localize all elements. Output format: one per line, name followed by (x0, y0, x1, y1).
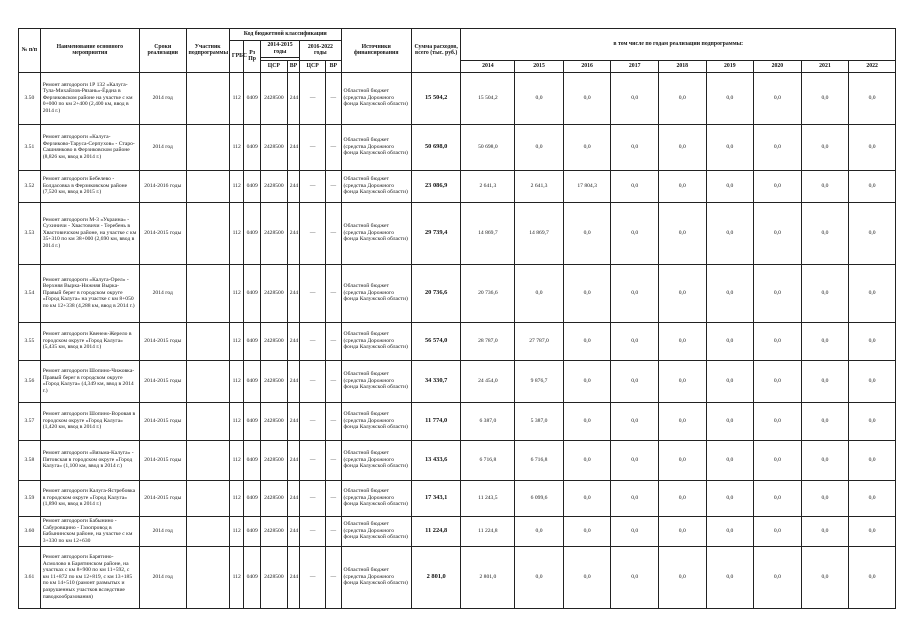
header-name: Наименование основного мероприятия (40, 29, 139, 73)
header-rzpr: Рз Пр (244, 41, 261, 73)
row-year-2022: 0,0 (849, 480, 896, 516)
row-number: 3.56 (19, 360, 41, 402)
table-row (19, 480, 896, 516)
row-number: 3.60 (19, 516, 41, 546)
budget-table-sheet (18, 28, 896, 609)
budget-table (18, 28, 896, 609)
row-number: 3.59 (19, 480, 41, 516)
row-year-2020: 0,0 (754, 402, 802, 440)
row-grbs: 112 (229, 516, 243, 546)
row-total: 23 086,9 (411, 170, 461, 202)
row-grbs: 112 (229, 360, 243, 402)
row-number: 3.55 (19, 322, 41, 360)
header-year-2021: 2021 (801, 60, 849, 72)
row-participant (186, 516, 229, 546)
row-period: 2014 год (139, 72, 186, 124)
row-grbs: 112 (229, 124, 243, 170)
row-year-2021: 0,0 (801, 480, 849, 516)
row-year-2019: 0,0 (706, 170, 754, 202)
row-vr: 244 (287, 202, 299, 264)
header-year-2014: 2014 (461, 60, 515, 72)
row-source: Областной бюджет (средства Дорожного фонда Калужской области) (341, 124, 411, 170)
row-total: 11 774,0 (411, 402, 461, 440)
row-year-2014: 11 243,5 (461, 480, 515, 516)
row-vr: 244 (287, 360, 299, 402)
row-name: Ремонт автодороги М-3 «Украина» - Сухиничи - Хвастовичи - Теребень в Хвастовичском районе, на участке с км 35+310 по км 38+000 (2,690 км, ввод в 2014 г.) (40, 202, 139, 264)
row-csr: 2428500 (260, 322, 287, 360)
row-grbs: 112 (229, 440, 243, 480)
row-csr: 2428500 (260, 440, 287, 480)
row-period: 2014-2015 годы (139, 360, 186, 402)
row-rzpr: 0409 (244, 516, 261, 546)
row-rzpr: 0409 (244, 546, 261, 608)
row-year-2017: 0,0 (611, 322, 659, 360)
row-vr: 244 (287, 402, 299, 440)
row-year-2019: 0,0 (706, 322, 754, 360)
row-year-2020: 0,0 (754, 72, 802, 124)
row-year-2017: 0,0 (611, 440, 659, 480)
row-number: 3.53 (19, 202, 41, 264)
row-year-2022: 0,0 (849, 264, 896, 322)
row-year-2017: 0,0 (611, 360, 659, 402)
row-year-2021: 0,0 (801, 360, 849, 402)
row-number: 3.51 (19, 124, 41, 170)
row-csr-2016: — (300, 124, 326, 170)
header-year-2019: 2019 (706, 60, 754, 72)
row-year-2019: 0,0 (706, 202, 754, 264)
row-year-2016: 0,0 (563, 360, 611, 402)
row-name: Ремонт автодороги 1Р 132 «Калуга-Тула-Михайлов-Рязань»-Ёрдна в Ферзиковском районе на участке с км 0+000 по км 2+400 (2,400 км, ввод в 2014 г.) (40, 72, 139, 124)
header-csr-1: ЦСР (260, 60, 287, 72)
row-vr-2016: — (326, 72, 342, 124)
row-csr-2016: — (300, 170, 326, 202)
row-vr: 244 (287, 322, 299, 360)
row-year-2014: 15 504,2 (461, 72, 515, 124)
row-name: Ремонт автодороги Шопино-Чижовка-Правый берег в городском округе «Город Калуга» (4,349 км, ввод в 2014 г.) (40, 360, 139, 402)
header-total: Сумма расходов, всего (тыс. руб.) (411, 29, 461, 73)
row-total: 17 343,1 (411, 480, 461, 516)
row-name: Ремонт автодороги Бабынино - Сабуровщино - Газопровод в Бабынинском районе, на участке с км 3+330 по км 12+630 (40, 516, 139, 546)
row-participant (186, 440, 229, 480)
row-participant (186, 72, 229, 124)
row-name: Ремонт автодороги Калуга-Ястребовка в городском округе «Город Калуга» (1,890 км, ввод в 2014 г.) (40, 480, 139, 516)
row-year-2014: 11 224,8 (461, 516, 515, 546)
row-vr-2016: — (326, 440, 342, 480)
row-year-2021: 0,0 (801, 322, 849, 360)
row-year-2019: 0,0 (706, 440, 754, 480)
row-year-2018: 0,0 (658, 402, 706, 440)
row-year-2016: 0,0 (563, 124, 611, 170)
row-vr: 244 (287, 546, 299, 608)
row-year-2016: 0,0 (563, 72, 611, 124)
row-year-2017: 0,0 (611, 72, 659, 124)
row-participant (186, 402, 229, 440)
row-year-2015: 9 876,7 (515, 360, 564, 402)
header-budget-code: Код бюджетной классификации (229, 29, 341, 41)
row-year-2021: 0,0 (801, 516, 849, 546)
row-rzpr: 0409 (244, 264, 261, 322)
row-year-2015: 6 716,8 (515, 440, 564, 480)
row-source: Областной бюджет (средства Дорожного фонда Калужской области) (341, 402, 411, 440)
row-year-2018: 0,0 (658, 546, 706, 608)
row-vr-2016: — (326, 124, 342, 170)
row-year-2019: 0,0 (706, 124, 754, 170)
row-vr: 244 (287, 124, 299, 170)
row-year-2021: 0,0 (801, 202, 849, 264)
row-year-2015: 2 641,3 (515, 170, 564, 202)
table-row (19, 322, 896, 360)
row-csr-2016: — (300, 202, 326, 264)
row-year-2017: 0,0 (611, 516, 659, 546)
row-rzpr: 0409 (244, 72, 261, 124)
row-participant (186, 124, 229, 170)
row-year-2015: 5 387,0 (515, 402, 564, 440)
row-year-2014: 2 641,3 (461, 170, 515, 202)
row-year-2018: 0,0 (658, 516, 706, 546)
row-grbs: 112 (229, 170, 243, 202)
row-year-2015: 0,0 (515, 546, 564, 608)
row-year-2018: 0,0 (658, 322, 706, 360)
row-grbs: 112 (229, 546, 243, 608)
row-csr: 2428500 (260, 202, 287, 264)
row-rzpr: 0409 (244, 402, 261, 440)
row-year-2018: 0,0 (658, 170, 706, 202)
row-year-2017: 0,0 (611, 202, 659, 264)
row-year-2014: 2 801,0 (461, 546, 515, 608)
row-year-2014: 24 454,0 (461, 360, 515, 402)
header-year-2018: 2018 (658, 60, 706, 72)
row-year-2021: 0,0 (801, 72, 849, 124)
row-csr-2016: — (300, 402, 326, 440)
row-year-2020: 0,0 (754, 170, 802, 202)
row-year-2017: 0,0 (611, 546, 659, 608)
row-number: 3.50 (19, 72, 41, 124)
row-total: 15 504,2 (411, 72, 461, 124)
row-vr: 244 (287, 480, 299, 516)
row-csr-2016: — (300, 546, 326, 608)
row-period: 2014-2015 годы (139, 202, 186, 264)
row-source: Областной бюджет (средства Дорожного фонда Калужской области) (341, 170, 411, 202)
row-year-2019: 0,0 (706, 360, 754, 402)
row-vr-2016: — (326, 516, 342, 546)
row-period: 2014-2015 годы (139, 402, 186, 440)
row-year-2014: 6 387,0 (461, 402, 515, 440)
row-name: Ремонт автодороги Квенеж-Жерело в городском округе «Город Калуга» (5,435 км, ввод в 2014 г.) (40, 322, 139, 360)
row-grbs: 112 (229, 202, 243, 264)
row-csr-2016: — (300, 360, 326, 402)
row-year-2022: 0,0 (849, 516, 896, 546)
row-vr-2016: — (326, 170, 342, 202)
row-csr: 2428500 (260, 264, 287, 322)
row-number: 3.57 (19, 402, 41, 440)
row-period: 2014-2016 годы (139, 170, 186, 202)
row-year-2017: 0,0 (611, 124, 659, 170)
row-vr: 244 (287, 440, 299, 480)
row-year-2020: 0,0 (754, 440, 802, 480)
row-year-2020: 0,0 (754, 202, 802, 264)
row-csr-2016: — (300, 322, 326, 360)
row-year-2018: 0,0 (658, 264, 706, 322)
row-year-2022: 0,0 (849, 170, 896, 202)
row-year-2022: 0,0 (849, 440, 896, 480)
row-year-2022: 0,0 (849, 72, 896, 124)
row-period: 2014 год (139, 546, 186, 608)
row-year-2019: 0,0 (706, 516, 754, 546)
row-year-2015: 27 787,0 (515, 322, 564, 360)
row-csr: 2428500 (260, 402, 287, 440)
row-year-2016: 0,0 (563, 546, 611, 608)
row-vr: 244 (287, 170, 299, 202)
row-participant (186, 546, 229, 608)
row-source: Областной бюджет (средства Дорожного фонда Калужской области) (341, 360, 411, 402)
row-participant (186, 360, 229, 402)
row-rzpr: 0409 (244, 322, 261, 360)
row-year-2015: 14 869,7 (515, 202, 564, 264)
row-year-2017: 0,0 (611, 170, 659, 202)
row-year-2022: 0,0 (849, 202, 896, 264)
row-participant (186, 202, 229, 264)
row-rzpr: 0409 (244, 440, 261, 480)
row-year-2018: 0,0 (658, 202, 706, 264)
row-total: 56 574,0 (411, 322, 461, 360)
row-vr-2016: — (326, 264, 342, 322)
row-number: 3.61 (19, 546, 41, 608)
row-period: 2014-2015 годы (139, 322, 186, 360)
row-rzpr: 0409 (244, 360, 261, 402)
row-year-2021: 0,0 (801, 440, 849, 480)
row-csr-2016: — (300, 480, 326, 516)
row-name: Ремонт автодороги Шопино-Воровая в городском округе «Город Калуга» (1,420 км, ввод в 2014 г.) (40, 402, 139, 440)
row-vr-2016: — (326, 402, 342, 440)
row-period: 2014 год (139, 516, 186, 546)
row-period: 2014-2015 годы (139, 440, 186, 480)
row-grbs: 112 (229, 264, 243, 322)
row-vr-2016: — (326, 322, 342, 360)
row-year-2021: 0,0 (801, 264, 849, 322)
row-source: Областной бюджет (средства Дорожного фонда Калужской области) (341, 480, 411, 516)
row-year-2014: 28 787,0 (461, 322, 515, 360)
row-year-2022: 0,0 (849, 546, 896, 608)
row-total: 34 330,7 (411, 360, 461, 402)
row-year-2021: 0,0 (801, 124, 849, 170)
row-rzpr: 0409 (244, 202, 261, 264)
row-year-2020: 0,0 (754, 264, 802, 322)
row-grbs: 112 (229, 322, 243, 360)
row-year-2015: 6 099,6 (515, 480, 564, 516)
row-period: 2014 год (139, 124, 186, 170)
row-year-2016: 0,0 (563, 402, 611, 440)
header-source: Источники финансирования (341, 29, 411, 73)
row-year-2021: 0,0 (801, 402, 849, 440)
row-grbs: 112 (229, 72, 243, 124)
row-participant (186, 480, 229, 516)
row-year-2016: 0,0 (563, 202, 611, 264)
row-total: 50 698,0 (411, 124, 461, 170)
row-source: Областной бюджет (средства Дорожного фонда Калужской области) (341, 546, 411, 608)
row-year-2019: 0,0 (706, 402, 754, 440)
row-year-2020: 0,0 (754, 322, 802, 360)
row-year-2016: 17 804,3 (563, 170, 611, 202)
row-csr-2016: — (300, 516, 326, 546)
row-year-2018: 0,0 (658, 440, 706, 480)
header-vr-2: ВР (326, 60, 342, 72)
row-year-2015: 0,0 (515, 124, 564, 170)
row-year-2022: 0,0 (849, 322, 896, 360)
row-participant (186, 322, 229, 360)
header-participant: Участник подпрограммы (186, 29, 229, 73)
row-year-2017: 0,0 (611, 264, 659, 322)
row-csr-2016: — (300, 264, 326, 322)
row-source: Областной бюджет (средства Дорожного фонда Калужской области) (341, 264, 411, 322)
row-year-2014: 6 716,8 (461, 440, 515, 480)
table-row (19, 546, 896, 608)
row-period: 2014-2015 годы (139, 480, 186, 516)
table-body (19, 72, 896, 608)
table-row (19, 516, 896, 546)
row-year-2020: 0,0 (754, 124, 802, 170)
row-year-2014: 50 698,0 (461, 124, 515, 170)
row-source: Областной бюджет (средства Дорожного фонда Калужской области) (341, 72, 411, 124)
row-year-2014: 14 869,7 (461, 202, 515, 264)
row-year-2018: 0,0 (658, 72, 706, 124)
row-csr: 2428500 (260, 124, 287, 170)
row-rzpr: 0409 (244, 480, 261, 516)
table-row (19, 202, 896, 264)
row-csr: 2428500 (260, 546, 287, 608)
row-total: 2 801,0 (411, 546, 461, 608)
row-participant (186, 170, 229, 202)
row-source: Областной бюджет (средства Дорожного фонда Калужской области) (341, 202, 411, 264)
row-name: Ремонт автодороги Бебелево - Болдасовка в Ферзиковском районе (7,520 км, ввод в 2015 г.) (40, 170, 139, 202)
row-csr: 2428500 (260, 360, 287, 402)
row-year-2018: 0,0 (658, 360, 706, 402)
row-rzpr: 0409 (244, 170, 261, 202)
row-grbs: 112 (229, 402, 243, 440)
row-vr: 244 (287, 72, 299, 124)
row-year-2016: 0,0 (563, 322, 611, 360)
row-name: Ремонт автодороги Барятино-Асмолово в Барятинском районе, на участках с км 8+900 по км 11+592, с км 11+872 по км 12+819, с км 13+185 по км 14+510 (рамонт размытых и разрушенных участков вследствие паводкообразования) (40, 546, 139, 608)
row-csr-2016: — (300, 440, 326, 480)
header-2016-2022: 2016-2022 годы (300, 41, 341, 61)
table-row (19, 402, 896, 440)
row-total: 20 736,6 (411, 264, 461, 322)
row-total: 13 433,6 (411, 440, 461, 480)
row-source: Областной бюджет (средства Дорожного фонда Калужской области) (341, 440, 411, 480)
row-year-2015: 0,0 (515, 264, 564, 322)
table-row (19, 440, 896, 480)
table-row (19, 72, 896, 124)
header-year-2020: 2020 (754, 60, 802, 72)
row-rzpr: 0409 (244, 124, 261, 170)
row-number: 3.54 (19, 264, 41, 322)
row-vr: 244 (287, 264, 299, 322)
row-source: Областной бюджет (средства Дорожного фонда Калужской области) (341, 322, 411, 360)
table-row (19, 124, 896, 170)
row-year-2020: 0,0 (754, 360, 802, 402)
row-year-2016: 0,0 (563, 264, 611, 322)
header-period: Сроки реализации (139, 29, 186, 73)
row-year-2016: 0,0 (563, 516, 611, 546)
row-year-2019: 0,0 (706, 546, 754, 608)
table-header (19, 29, 896, 73)
row-year-2018: 0,0 (658, 480, 706, 516)
header-num: № п/п (19, 29, 41, 73)
row-year-2017: 0,0 (611, 402, 659, 440)
row-year-2020: 0,0 (754, 480, 802, 516)
header-year-2015: 2015 (515, 60, 564, 72)
row-year-2021: 0,0 (801, 170, 849, 202)
header-year-2022: 2022 (849, 60, 896, 72)
row-year-2015: 0,0 (515, 516, 564, 546)
header-vr-1: ВР (287, 60, 299, 72)
row-total: 29 739,4 (411, 202, 461, 264)
row-year-2014: 20 736,6 (461, 264, 515, 322)
row-csr-2016: — (300, 72, 326, 124)
header-year-2017: 2017 (611, 60, 659, 72)
row-year-2019: 0,0 (706, 480, 754, 516)
header-year-2016: 2016 (563, 60, 611, 72)
row-csr: 2428500 (260, 170, 287, 202)
row-grbs: 112 (229, 480, 243, 516)
row-vr: 244 (287, 516, 299, 546)
row-year-2022: 0,0 (849, 124, 896, 170)
row-vr-2016: — (326, 360, 342, 402)
row-year-2022: 0,0 (849, 360, 896, 402)
row-year-2016: 0,0 (563, 440, 611, 480)
row-vr-2016: — (326, 202, 342, 264)
row-year-2017: 0,0 (611, 480, 659, 516)
row-name: Ремонт автодороги «Вязьма-Калуга» - Пятовская в городском округе «Город Калуга» (1,100 км, ввод в 2014 г.) (40, 440, 139, 480)
row-vr-2016: — (326, 546, 342, 608)
header-csr-2: ЦСР (300, 60, 326, 72)
row-year-2020: 0,0 (754, 516, 802, 546)
row-vr-2016: — (326, 480, 342, 516)
row-year-2016: 0,0 (563, 480, 611, 516)
row-name: Ремонт автодороги «Калуга-Ферзиково-Таруса-Серпухов» - Старо-Сашнянково в Ферзиковском районе (8,826 км, ввод в 2014 г.) (40, 124, 139, 170)
header-by-year: в том числе по годам реализации подпрограммы: (461, 29, 896, 61)
row-name: Ремонт автодороги «Калуга-Орел» - Верхняя Вырка-Нижняя Вырка-Правый берег в городском округе «Город Калуга» на участке с км 8+050 по км 12+338 (4,288 км, ввод в 2014 г.) (40, 264, 139, 322)
row-total: 11 224,8 (411, 516, 461, 546)
row-year-2019: 0,0 (706, 264, 754, 322)
header-2014-2015: 2014-2015 годы (260, 41, 299, 58)
table-row (19, 170, 896, 202)
row-number: 3.52 (19, 170, 41, 202)
row-number: 3.58 (19, 440, 41, 480)
row-year-2020: 0,0 (754, 546, 802, 608)
header-grbs: ГРБС (229, 41, 243, 73)
row-year-2022: 0,0 (849, 402, 896, 440)
row-csr: 2428500 (260, 72, 287, 124)
table-row (19, 264, 896, 322)
row-participant (186, 264, 229, 322)
row-year-2018: 0,0 (658, 124, 706, 170)
row-year-2019: 0,0 (706, 72, 754, 124)
row-csr: 2428500 (260, 516, 287, 546)
row-period: 2014 год (139, 264, 186, 322)
row-source: Областной бюджет (средства Дорожного фонда Калужской области) (341, 516, 411, 546)
row-year-2015: 0,0 (515, 72, 564, 124)
row-csr: 2428500 (260, 480, 287, 516)
row-year-2021: 0,0 (801, 546, 849, 608)
table-row (19, 360, 896, 402)
